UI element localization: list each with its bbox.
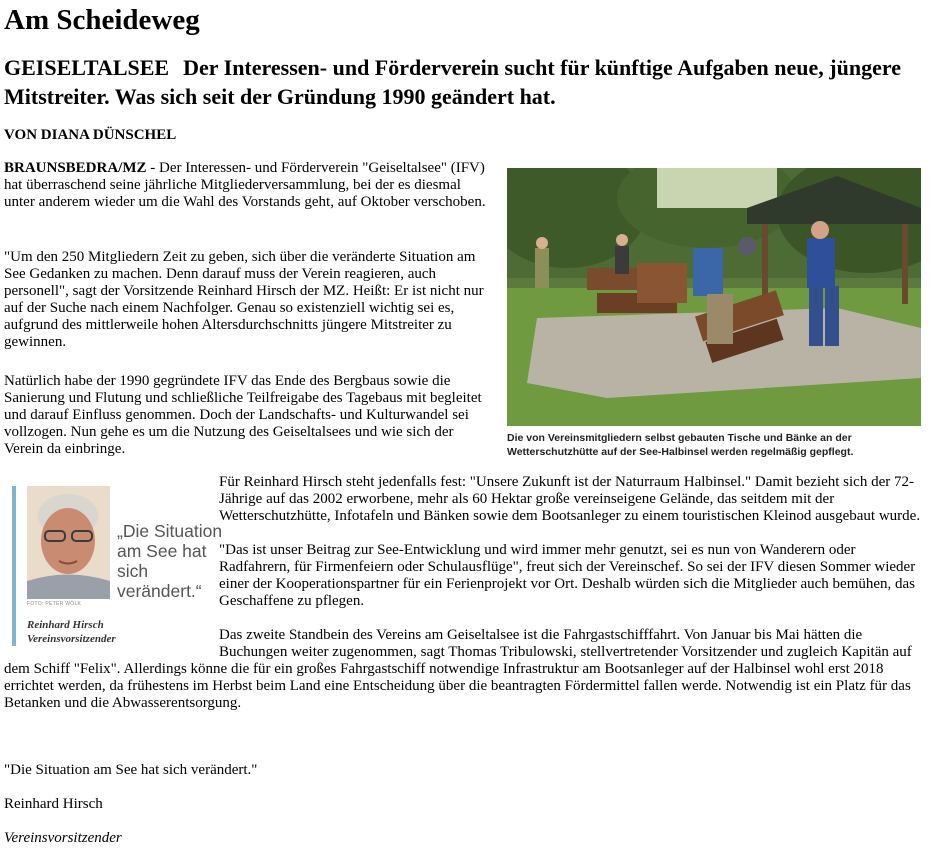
pull-quote-name: Reinhard Hirsch (27, 619, 104, 631)
headline-text: Der Interessen- und Förderverein sucht für künftige Aufgaben neue, jüngere Mitstreiter. Was sich seit der Gründung 1990 geändert hat. (4, 55, 901, 109)
article-title: Am Scheideweg (4, 4, 200, 36)
article-photo-image (507, 168, 921, 426)
paragraph-1 (4, 160, 494, 211)
article-byline: VON DIANA DÜNSCHEL (4, 127, 177, 143)
paragraph-2: "Um den 250 Mitgliedern Zeit zu geben, sich über die veränderte Situation am See Gedanken zu machen. Denn darauf muss der Verein reagieren, auch personell", sagt der Vorsitzende Reinhard Hirsch der MZ. Heißt: Er ist nicht nur auf der Suche nach einem Nachfolger. Genau so existenziell wichtig sei es, aufgrund des mittlerweile hohen Altersdurchschnitts jüngere Mitstreiter zu gewinnen. (4, 249, 484, 350)
closing-name: Reinhard Hirsch (4, 796, 103, 812)
paragraph-1-text: - Der Interessen- und Förderverein "Geiseltalsee" (IFV) hat überraschend seine jährliche Mitgliederversammlung, bei der es diesmal unter anderem wieder um die Wahl des Vorstands geht, auf Oktober verschoben. (4, 160, 486, 210)
pull-quote-text: „Die Situation am See hat sich verändert.“ (117, 521, 223, 601)
closing-role: Vereinsvorsitzender (4, 830, 122, 846)
paragraph-3: Natürlich habe der 1990 gegründete IFV das Ende des Bergbaus sowie die Sanierung und Flutung und schließliche Teilfreigabe des Tagebaus mit begleitet und darauf Einfluss genommen. Doch der Landschafts- und Kulturwandel sei vollzogen. Nun gehe es um die Nutzung des Geiseltalsees und wie sich der Verein da einbringe. (4, 373, 482, 457)
headline-kicker: GEISELTALSEE (4, 55, 170, 80)
paragraph-6: Das zweite Standbein des Vereins am Geiseltalsee ist die Fahrgastschifffahrt. Von Januar bis Mai hätten die Buchungen weiter zugenommen, sagt Thomas Tribulowski, stellvertretender Vorsitzender und zugleich Kapitän auf dem Schiff "Felix". Allerdings könne die für ein großes Fahrgastschiff notwendige Infrastruktur am Bootsanleger auf der Halbinsel wohl erst 2018 errichtet werden, da frühestens im Herbst beim Land eine Entscheidung über die beantragten Fördermittel fallen werde. Notwendig ist ein Platz für das Betanken und die Abwasserentsorgung. (4, 627, 912, 711)
closing-quote: "Die Situation am See hat sich verändert." (4, 762, 258, 778)
photo-caption: Die von Vereinsmitgliedern selbst gebauten Tische und Bänke an der Wetterschutzhütte auf der See-Halbinsel werden regelmäßig gepflegt. (507, 432, 854, 458)
article-photo (507, 168, 921, 426)
pull-quote-role: Vereinsvorsitzender (27, 633, 116, 645)
article-headline (4, 53, 930, 111)
paragraph-4: Für Reinhard Hirsch steht jedenfalls fest: "Unsere Zukunft ist der Naturraum Halbinsel." Damit bezieht sich der 72-Jährige auf das 2002 erworbene, mehr als 60 Hektar große vereinseigene Gelände, das seitdem mit der Wetterschutzhütte, Infotafeln und Bänken sowie dem Bootsanleger zu einem touristischen Kleinod ausgebaut wurde. (219, 474, 921, 524)
article-body-continued (4, 474, 930, 729)
dateline: BRAUNSBEDRA/MZ (4, 160, 147, 176)
paragraph-5: "Das ist unser Beitrag zur See-Entwicklung und wird immer mehr genutzt, sei es nun von Wanderern oder Radfahrern, für Firmenfeiern oder Schulausflüge", freut sich der Vereinschef. So sei der IFV diesen Sommer wieder einer der Kooperationspartner für ein Ferienprojekt vor Ort. Deshalb würden sich die Mitglieder auch bemühen, das Geschaffene zu pflegen. (219, 542, 916, 609)
portrait-photo-credit: FOTO: PETER WÖLK (27, 601, 82, 607)
